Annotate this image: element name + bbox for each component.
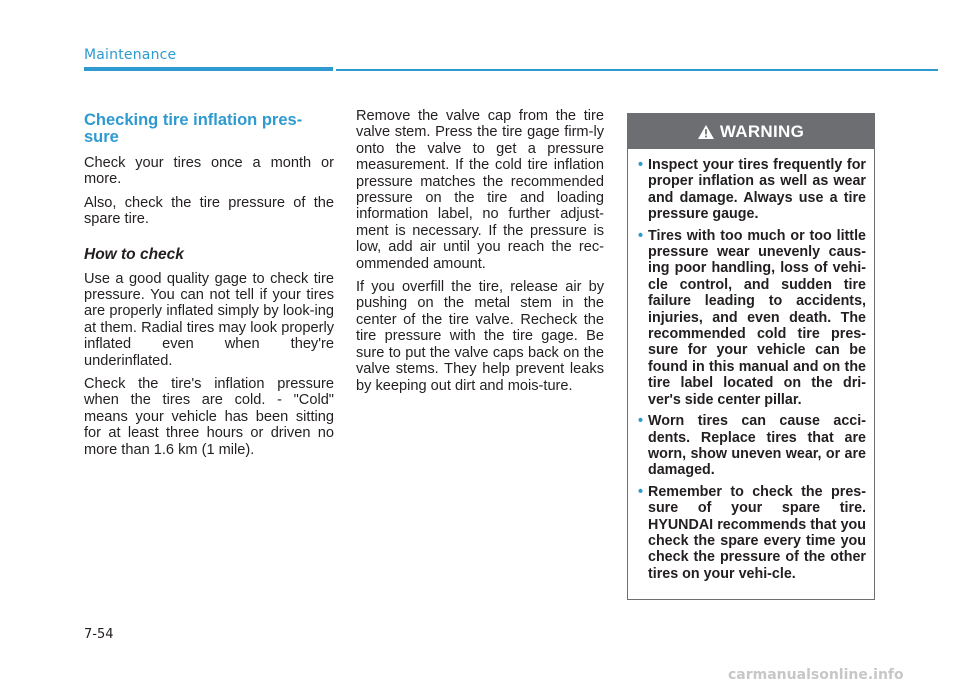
left-column (84, 108, 334, 465)
warning-item (638, 413, 866, 479)
bullet-icon: • (638, 413, 644, 430)
middle-column (356, 108, 604, 401)
warning-item-text: Worn tires can cause acci-dents. Replace tires that are worn, show uneven wear, or are damaged. (648, 413, 866, 479)
warning-item (638, 228, 866, 408)
bullet-icon: • (638, 227, 644, 244)
paragraph: Remove the valve cap from the tire valve stem. Press the tire gage firm-ly onto the valve to get a pressure measurement. If the cold tire inflation pressure matches the recommended pressure on the tire and loading information label, no further adjust-ment is necessary. If the pressure is low, add air until you reach the rec-ommended amount. (356, 108, 604, 272)
warning-item (638, 484, 866, 582)
warning-box (627, 113, 875, 600)
subheading: How to check (84, 245, 184, 263)
bullet-icon: • (638, 483, 644, 500)
paragraph: Check the tire's inflation pressure when the tires are cold. - "Cold" means your vehicle has been sitting for at least three hours or driven no more than 1.6 km (1 mile). (84, 376, 334, 458)
warning-item-text: Remember to check the pres-sure of your spare tire. HYUNDAI recommends that you check the spare every time you check the pressure of the other tires on your vehi-cle. (648, 483, 866, 582)
bullet-icon: • (638, 157, 644, 173)
warning-item-text: Tires with too much or too little pressure wear unevenly caus-ing poor handling, loss of vehi-cle control, and sudden tire failure leading to accidents, injuries, and even death. The recommended cold tire pres-sure for your vehicle can be found in this manual and on the tire label located on the dri-ver's side center pillar. (648, 227, 866, 408)
page-number: 7-54 (84, 627, 114, 642)
warning-list (628, 149, 874, 582)
header-rule-thin (336, 69, 938, 71)
section-title: Checking tire inflation pres- sure (84, 111, 303, 146)
section-label: Maintenance (84, 47, 177, 63)
paragraph: Check your tires once a month or more. (84, 155, 334, 188)
warning-triangle-icon (698, 125, 714, 139)
warning-header (628, 114, 874, 149)
warning-title: WARNING (719, 121, 805, 141)
header-rule-thick (84, 67, 333, 71)
paragraph: Also, check the tire pressure of the spare tire. (84, 194, 334, 228)
paragraph: If you overfill the tire, release air by pushing on the metal stem in the center of the tire valve. Recheck the tire pressure with the tire gage. Be sure to put the valve caps back on the valve stems. They help prevent leaks by keeping out dirt and mois-ture. (356, 279, 604, 394)
warning-item (638, 157, 866, 223)
warning-item-text: Inspect your tires frequently for proper inflation as well as wear and damage. Always use a tire pressure gauge. (648, 157, 866, 223)
paragraph: Use a good quality gage to check tire pressure. You can not tell if your tires are properly inflated simply by look-ing at them. Radial tires may look properly inflated even when they're underinflated. (84, 270, 334, 369)
watermark: carmanualsonline.info (728, 667, 904, 683)
